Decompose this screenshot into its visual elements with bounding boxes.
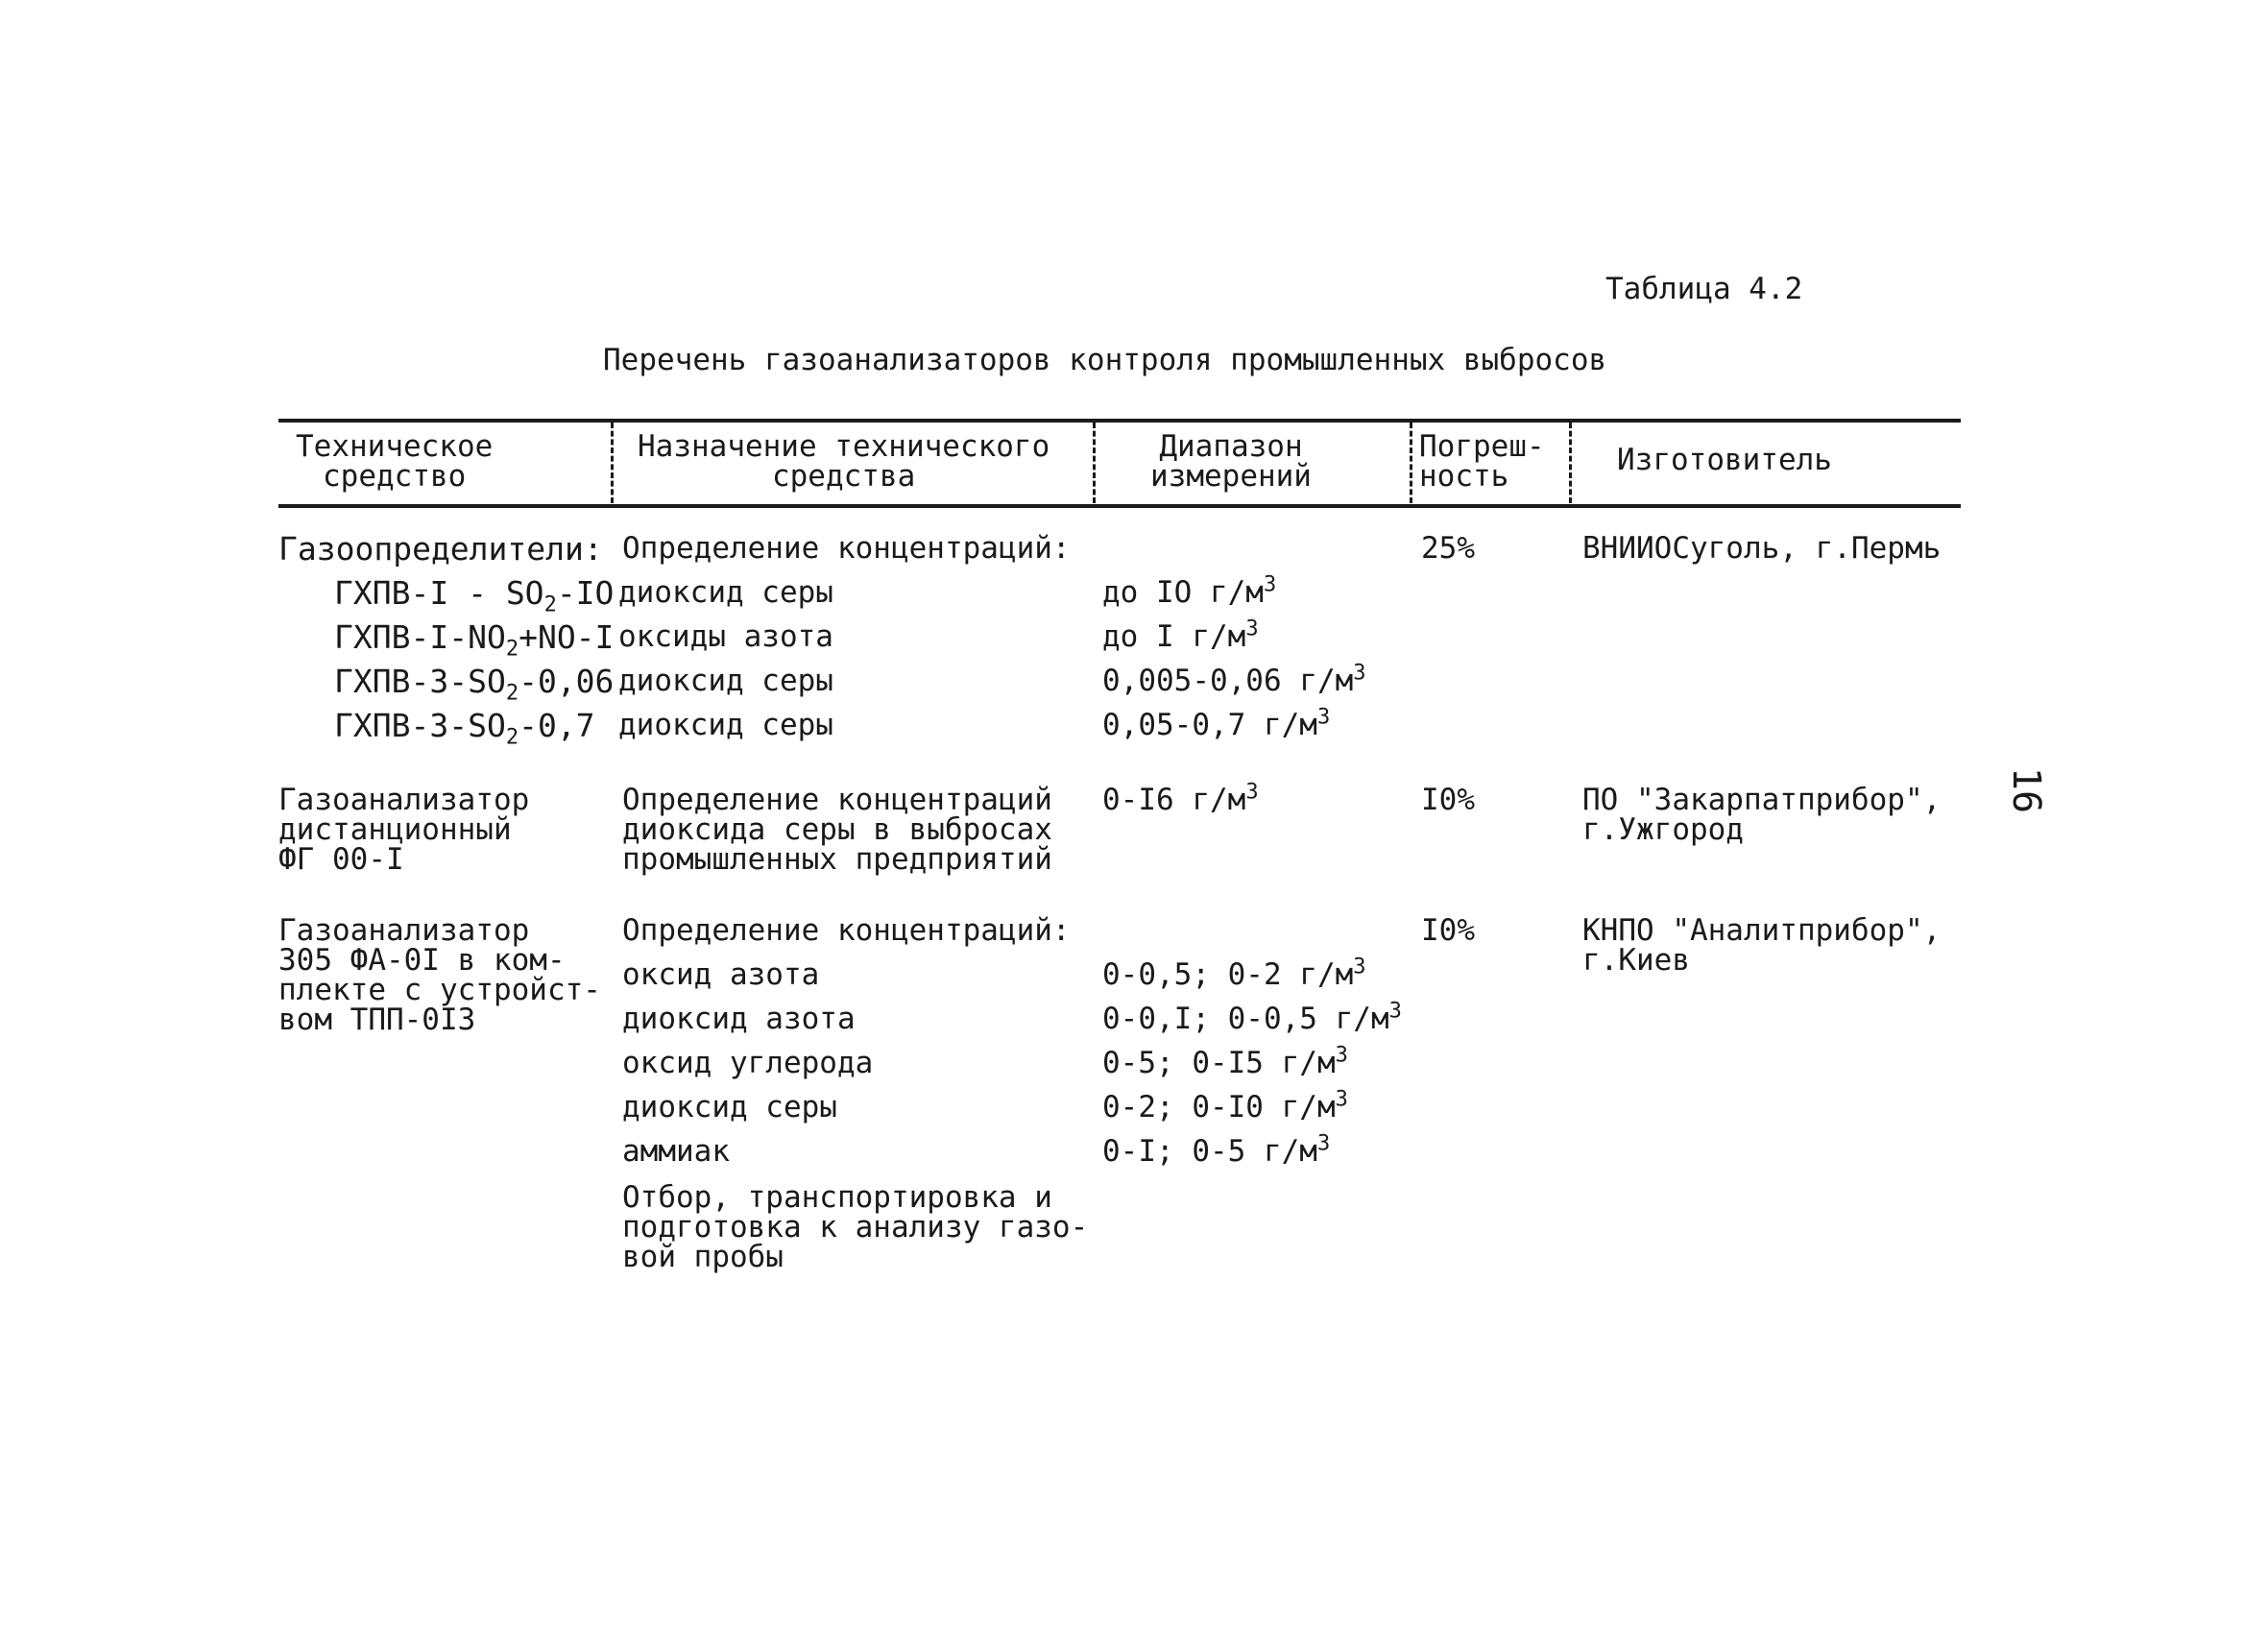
table-header-rule (278, 504, 1961, 508)
header-range: Диапазон измерений (1150, 429, 1312, 494)
row3-item2-substance: диоксид азота (622, 1002, 856, 1036)
row1-item3-device: ГХПВ-$3-SO_2-0,06$ (334, 663, 615, 706)
row3-device: Газоанализатор 305 ФА-0I в ком- плекте с устройст- вом ТПП-0I3 (278, 913, 601, 1037)
row1-item1-range: до IO $г/м^3$ (1102, 572, 1277, 610)
row3-purpose: Определение концентраций: (622, 913, 1071, 948)
header-divider-3 (1410, 423, 1412, 503)
header-maker: Изготовитель (1617, 443, 1832, 477)
row3-item4-substance: диоксид серы (622, 1090, 837, 1124)
row1-maker: ВНИИОСуголь, г.Пермь (1582, 531, 1942, 566)
row3-maker: КНПО "Аналитприбор", г.Киев (1582, 913, 1942, 978)
row2-error: I0% (1421, 783, 1475, 817)
row2-purpose: Определение концентраций диоксида серы в выбросах промышленных предприятий (622, 783, 1052, 877)
row1-item3-substance: диоксид серы (618, 664, 833, 698)
row1-item2-range: до I $г/м^3$ (1102, 616, 1259, 654)
header-divider-1 (611, 423, 614, 503)
row1-item4-range: 0,05-0,7 $г/м^3$ (1102, 705, 1331, 742)
row1-item1-device: ГХПВ-I - $SO_2-IO$ (334, 574, 615, 617)
row3-item2-range: 0-0,I; 0-0,5 $г/м^3$ (1102, 999, 1402, 1036)
row3-item5-range: 0-I; 0-5 $г/м^3$ (1102, 1131, 1331, 1169)
header-divider-2 (1093, 423, 1096, 503)
row1-error: 25% (1421, 531, 1475, 566)
header-device: Техническое средство (296, 429, 494, 494)
row1-item1-substance: диоксид серы (618, 575, 833, 610)
row3-error: I0% (1421, 913, 1475, 948)
row1-purpose: Определение концентраций: (622, 531, 1071, 566)
row2-device: Газоанализатор дистанционный ФГ 00-I (278, 783, 530, 877)
row3-item4-range: 0-2; 0-I0 $г/м^3$ (1102, 1087, 1348, 1124)
table-label: Таблица 4.2 (1605, 272, 1803, 306)
row2-range: 0-I6 $г/м^3$ (1102, 780, 1259, 817)
row3-extra: Отбор, транспортировка и подготовка к анализу газо- вой пробы (622, 1180, 1089, 1274)
row3-item3-substance: оксид углерода (622, 1046, 874, 1080)
row1-item2-device: ГХПВ-$I-NO_2+NO-I$ (334, 618, 615, 662)
table-title: Перечень газоанализаторов контроля промышленных выбросов (603, 343, 1607, 377)
row1-item2-substance: оксиды азота (618, 619, 833, 654)
row1-item4-substance: диоксид серы (618, 708, 833, 742)
row3-item5-substance: аммиак (622, 1134, 730, 1169)
page-number: 16 (2004, 766, 2049, 814)
row3-item1-substance: оксид азота (622, 957, 820, 992)
row1-device: Газоопределители: (278, 530, 603, 568)
header-purpose: Назначение технического средства (638, 429, 1050, 494)
row2-maker: ПО "Закарпатприбор", г.Ужгород (1582, 783, 1942, 847)
row1-item4-device: ГХПВ-$3-SO_2-0,7$ (334, 707, 595, 750)
row3-item1-range: 0-0,5; 0-2 $г/м^3$ (1102, 955, 1366, 992)
row3-item3-range: 0-5; 0-I5 $г/м^3$ (1102, 1043, 1348, 1080)
table-top-rule (278, 419, 1961, 423)
header-divider-4 (1569, 423, 1572, 503)
header-error: Погреш- ность (1419, 429, 1545, 494)
row1-item3-range: 0,005-0,06 $г/м^3$ (1102, 661, 1366, 698)
